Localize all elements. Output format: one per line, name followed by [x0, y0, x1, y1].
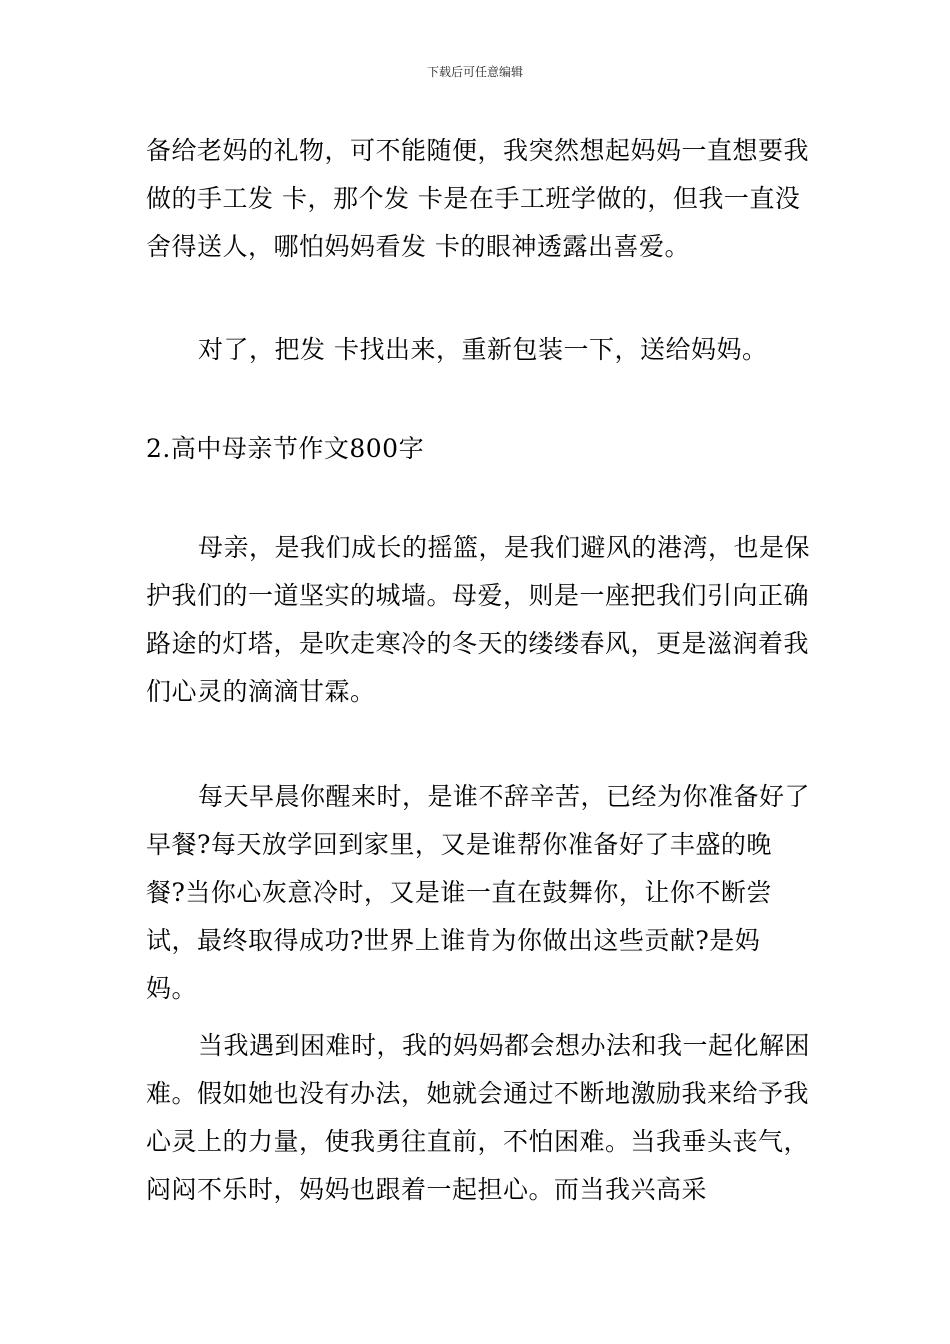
paragraph-5-block — [146, 1022, 810, 1214]
paragraph-5: 当我遇到困难时，我的妈妈都会想办法和我一起化解困难。假如她也没有办法，她就会通过不断地激励我来给予我心灵上的力量，使我勇往直前，不怕困难。当我垂头丧气，闷闷不乐时，妈妈也跟着一起担心。而当我兴高采 — [146, 1031, 811, 1204]
paragraph-4: 每天早晨你醒来时，是谁不辞辛苦，已经为你准备好了早餐?每天放学回到家里，又是谁帮你准备好了丰盛的晚餐?当你心灰意冷时，又是谁一直在鼓舞你，让你不断尝试，最终取得成功?世界上谁肯为你做出这些贡献?是妈妈。 — [146, 782, 811, 1003]
paragraph-2: 对了，把发 卡找出来，重新包装一下，送给妈妈。 — [198, 335, 768, 364]
paragraph-3: 母亲，是我们成长的摇篮，是我们避风的港湾，也是保护我们的一道坚实的城墙。母爱，则是一座把我们引向正确路途的灯塔，是吹走寒冷的冬天的缕缕春风，更是滋润着我们心灵的滴滴甘霖。 — [146, 533, 811, 706]
paragraph-2-block — [146, 326, 810, 374]
page-header: 下载后可任意编辑 — [426, 65, 523, 79]
paragraph-1-block — [146, 127, 810, 271]
paragraph-3-block — [146, 524, 810, 716]
paragraph-4-block — [146, 773, 810, 1013]
section-heading: 2.高中母亲节作文800字 — [146, 434, 425, 463]
section-heading-block — [146, 425, 810, 473]
paragraph-1: 备给老妈的礼物，可不能随便，我突然想起妈妈一直想要我做的手工发 卡，那个发 卡是在手工班学做的，但我一直没舍得送人，哪怕妈妈看发 卡的眼神透露出喜爱。 — [146, 136, 810, 261]
